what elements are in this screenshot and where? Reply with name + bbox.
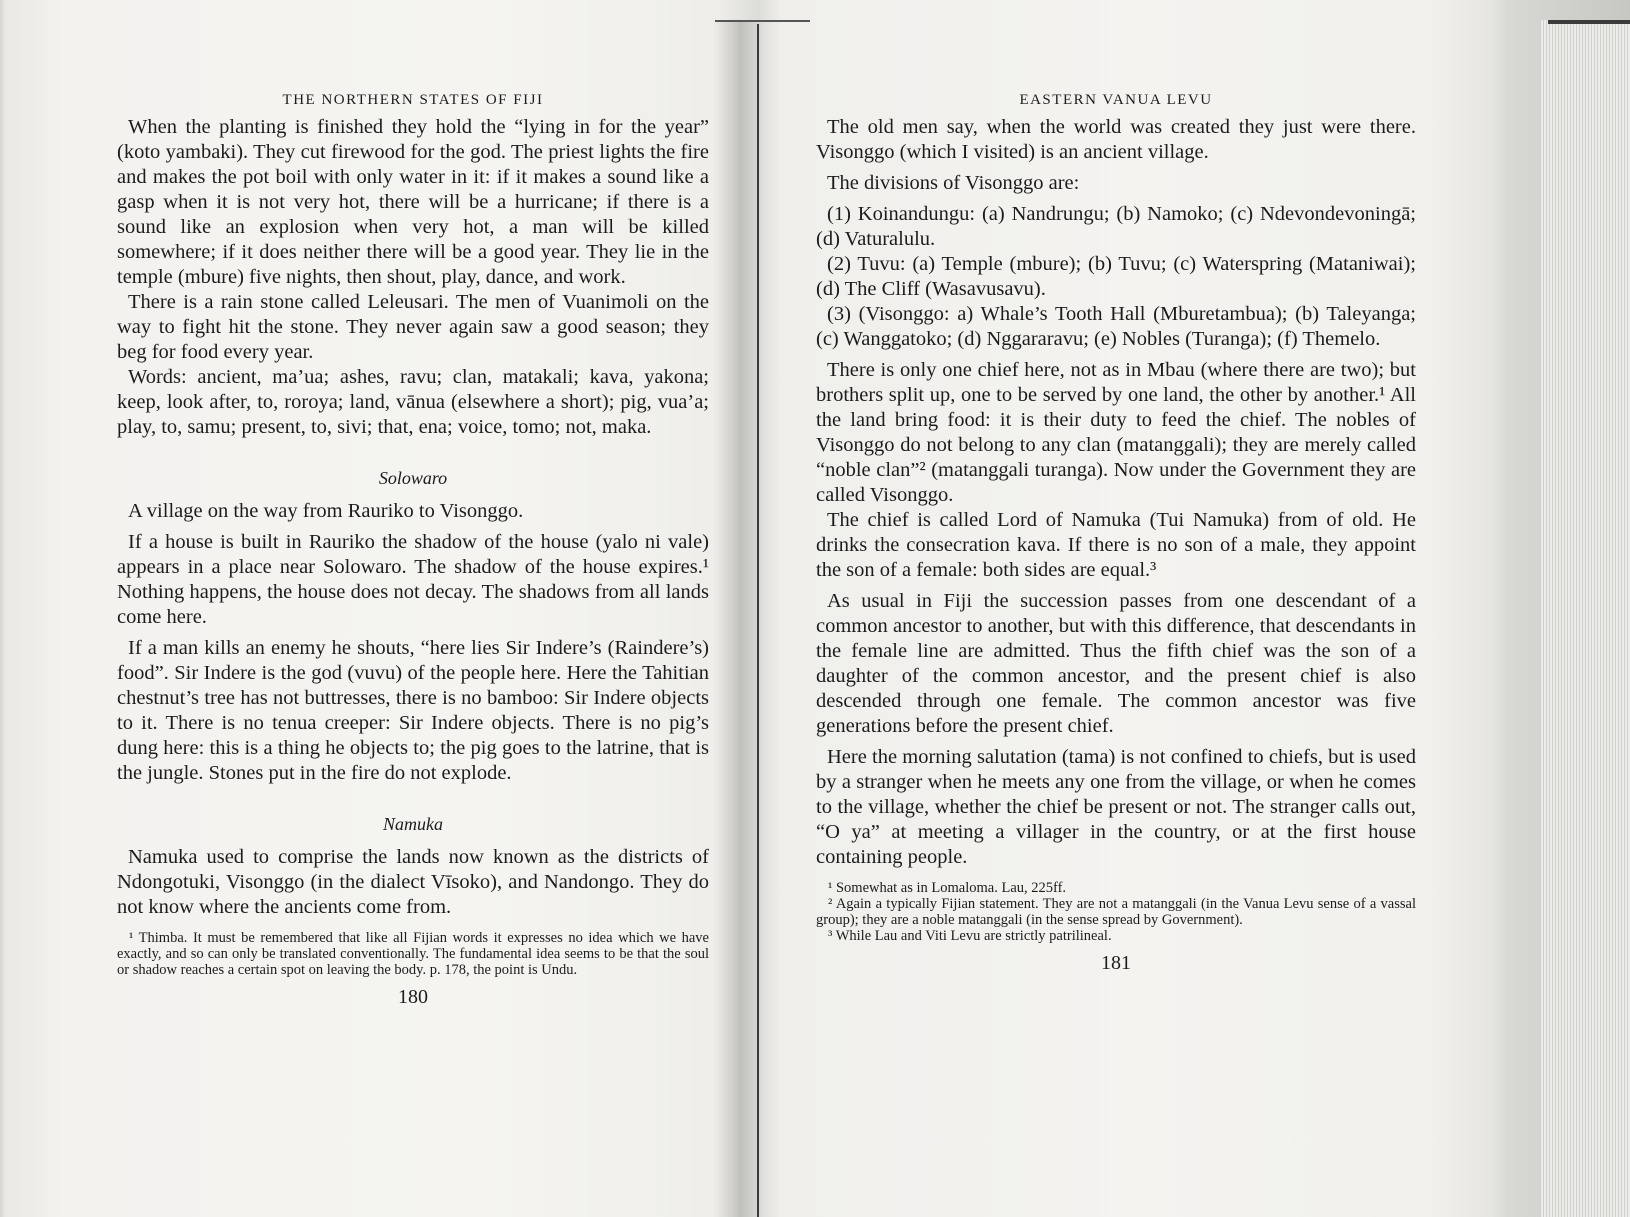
page-stack-edges <box>1540 20 1630 1217</box>
section-body-solowaro <box>117 499 709 786</box>
paragraph: Namuka used to comprise the lands now known as the districts of Ndongotuki, Visonggo (in the dialect Vīsoko), and Nandongo. They do not know where the ancients come from. <box>117 846 709 918</box>
paragraph: The old men say, when the world was created they just were there. Visonggo (which I visited) is an ancient village. <box>816 116 1416 163</box>
paragraph: If a house is built in Rauriko the shadow of the house (yalo ni vale) appears in a place near Solowaro. The shadow of the house expires.¹ Nothing happens, the house does not decay. The shadows from all lands come here. <box>117 531 709 628</box>
running-header: EASTERN VANUA LEVU <box>1019 92 1213 108</box>
footnote: ² Again a typically Fijian statement. They are not a matanggali (in the Vanua Levu sense of a vassal group); they are a noble matanggali (in the sense spread by Government). <box>816 896 1416 928</box>
paragraph: Words: ancient, ma’ua; ashes, ravu; clan, matakali; kava, yakona; keep, look after, to, roroya; land, vānua (elsewhere a short); pig, vua’a; play, to, samu; present, to, sivi; that, ena; voice, tomo; not, maka. <box>117 366 709 438</box>
paragraph: Here the morning salutation (tama) is not confined to chiefs, but is used by a stranger when he meets any one from the village, or when he comes to the village, whether the chief be present or not. The stranger calls out, “O ya” at meeting a villager in the country, or at the first house containing people. <box>816 746 1416 868</box>
footnote: ¹ Thimba. It must be remembered that like all Fijian words it expresses no idea which we have exactly, and so can only be translated conventionally. The fundamental idea seems to be that the soul or shadow reaches a certain spot on leaving the body. p. 178, the point is Undu. <box>117 930 709 978</box>
paragraph: When the planting is finished they hold the “lying in for the year” (koto yambaki). They cut firewood for the god. The priest lights the fire and makes the pot boil with only water in it: if it makes a sound like a gasp when it is not very hot, there will be a hurricane; if there is a sound like an explosion when very hot, a man will be killed somewhere; if it does neither there will be a good year. They lie in the temple (mbure) five nights, then shout, play, dance, and work. <box>117 116 709 288</box>
footnote: ¹ Somewhat as in Lomaloma. Lau, 225ff. <box>828 880 1067 896</box>
paragraph: As usual in Fiji the succession passes from one descendant of a common ancestor to another, but with this difference, that descendants in the female line are admitted. Thus the fifth chief was the son of a daughter of the common ancestor, and the present chief is also descended through one female. The common ancestor was five generations before the present chief. <box>816 590 1416 737</box>
footnotes <box>117 930 709 978</box>
section-title-solowaro: Solowaro <box>378 468 448 488</box>
paragraph: (2) Tuvu: (a) Temple (mbure); (b) Tuvu; (c) Waterspring (Mataniwai); (d) The Cliff (Wasavusavu). <box>816 253 1416 300</box>
paragraph: If a man kills an enemy he shouts, “here lies Sir Indere’s (Raindere’s) food”. Sir Indere is the god (vuvu) of the people here. Here the Tahitian chestnut’s tree has not buttresses, there is no bamboo: Sir Indere objects to it. There is no tenua creeper: Sir Indere objects. There is no pig’s dung here: this is a thing he objects to; the pig goes to the latrine, that is the jungle. Stones put in the fire do not explode. <box>117 637 709 784</box>
left-page <box>117 92 709 1009</box>
paragraph: The divisions of Visonggo are: <box>827 172 1080 194</box>
paragraph: There is only one chief here, not as in Mbau (where there are two); but brothers split up, one to be served by one land, the other by another.¹ All the land bring food: it is their duty to feed the chief. The nobles of Visonggo do not belong to any clan (matanggali); they are merely called “noble clan”² (matanggali turanga). Now under the Government they are called Visonggo. <box>816 359 1416 506</box>
body-text <box>117 115 709 440</box>
page-number: 181 <box>1101 952 1131 974</box>
page-stack-top <box>1548 20 1630 24</box>
gutter-top-line <box>715 20 810 22</box>
section-body-namuka <box>117 845 709 920</box>
footnotes <box>816 880 1416 944</box>
page-number: 180 <box>398 986 428 1008</box>
paragraph: A village on the way from Rauriko to Visonggo. <box>128 500 524 522</box>
paragraph: (1) Koinandungu: (a) Nandrungu; (b) Namoko; (c) Ndevondevoningā; (d) Vaturalulu. <box>816 203 1416 250</box>
body-text <box>816 115 1416 870</box>
running-header: THE NORTHERN STATES OF FIJI <box>282 92 544 108</box>
paragraph: There is a rain stone called Leleusari. The men of Vuanimoli on the way to fight hit the stone. They never again saw a good season; they beg for food every year. <box>117 291 709 363</box>
paragraph: (3) (Visonggo: a) Whale’s Tooth Hall (Mburetambua); (b) Taleyanga; (c) Wanggatoko; (d) Nggararavu; (e) Nobles (Turanga); (f) Themelo. <box>816 303 1416 350</box>
paragraph: The chief is called Lord of Namuka (Tui Namuka) from of old. He drinks the consecration kava. If there is no son of a male, they appoint the son of a female: both sides are equal.³ <box>816 509 1416 581</box>
left-page-edge <box>0 0 6 1217</box>
footnote: ³ While Lau and Viti Levu are strictly patrilineal. <box>828 928 1112 944</box>
gutter-line <box>757 24 759 1217</box>
section-title-namuka: Namuka <box>383 814 443 834</box>
right-page <box>816 92 1416 975</box>
